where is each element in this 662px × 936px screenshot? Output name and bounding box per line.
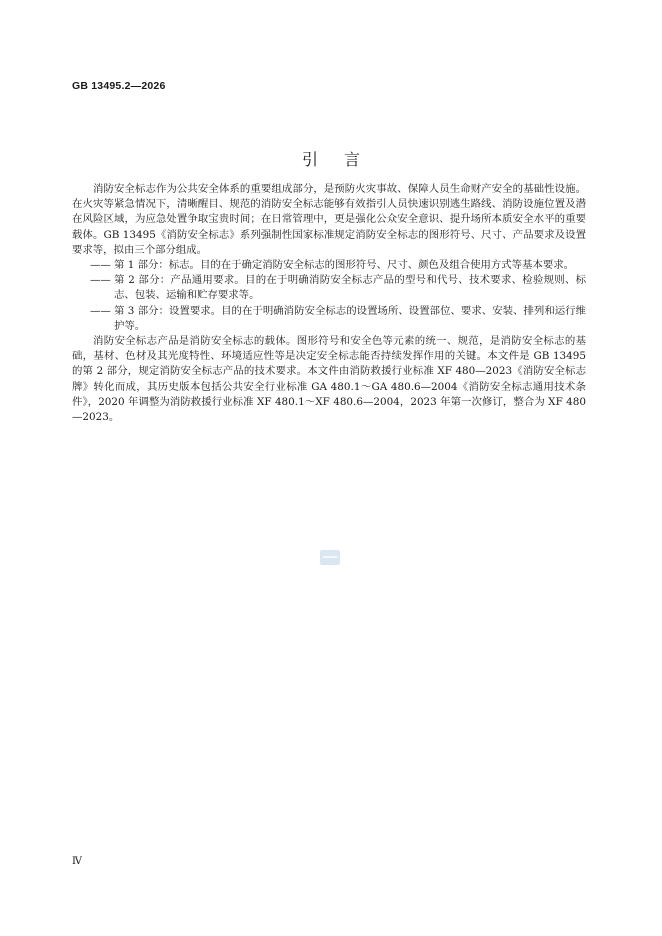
list-item-text: 第 3 部分：设置要求。目的在于明确消防安全标志的设置场所、设置部位、要求、安装、排列和运行维护等。	[114, 304, 586, 332]
introduction-body	[72, 182, 586, 425]
dash-marker: ——	[90, 274, 111, 287]
list-item-part-3	[72, 304, 586, 334]
paragraph-product: 消防安全标志产品是消防安全标志的载体。图形符号和安全色等元素的统一、规范，是消防安全标志的基础，基材、色材及其光度特性、环境适应性等是决定安全标志能否持续发挥作用的关键。本文件是 GB 13495 的第 2 部分，规定消防安全标志产品的技术要求。本文件由消防救援行业标准 XF 480—2023《消防安全标志牌》转化而成，其历史版本包括公共安全行业标准 GA 480.1～GA 480.6—2004《消防安全标志通用技术条件》，2020 年调整为消防救援行业标准 XF 480.1～XF 480.6—2004，2023 年第一次修订，整合为 XF 480—2023。	[72, 335, 586, 424]
paragraph-intro: 消防安全标志作为公共安全体系的重要组成部分，是预防火灾事故、保障人员生命财产安全的基础性设施。在火灾等紧急情况下，清晰醒目、规范的消防安全标志能够有效指引人员快速识别逃生路线、消防设施位置及潜在风险区域，为应急处置争取宝贵时间；在日常管理中，更是强化公众安全意识、提升场所本质安全水平的重要载体。GB 13495《消防安全标志》系列强制性国家标准规定消防安全标志的图形符号、尺寸、产品要求及设置要求等，拟由三个部分组成。	[72, 183, 586, 256]
dash-marker: ——	[90, 304, 111, 317]
list-item-part-2	[72, 273, 586, 303]
list-item-part-1	[72, 258, 586, 273]
dash-marker: ——	[90, 259, 111, 272]
watermark-logo-icon	[320, 550, 340, 565]
page-number: Ⅳ	[72, 856, 82, 867]
list-item-text: 第 2 部分：产品通用要求。目的在于明确消防安全标志产品的型号和代号、技术要求、检验规则、标志、包装、运输和贮存要求等。	[114, 274, 586, 302]
document-code: GB 13495.2—2026	[72, 80, 166, 92]
page-title: 引言	[301, 149, 386, 169]
list-item-text: 第 1 部分：标志。目的在于确定消防安全标志的图形符号、尺寸、颜色及组合使用方式等基本要求。	[114, 259, 575, 272]
